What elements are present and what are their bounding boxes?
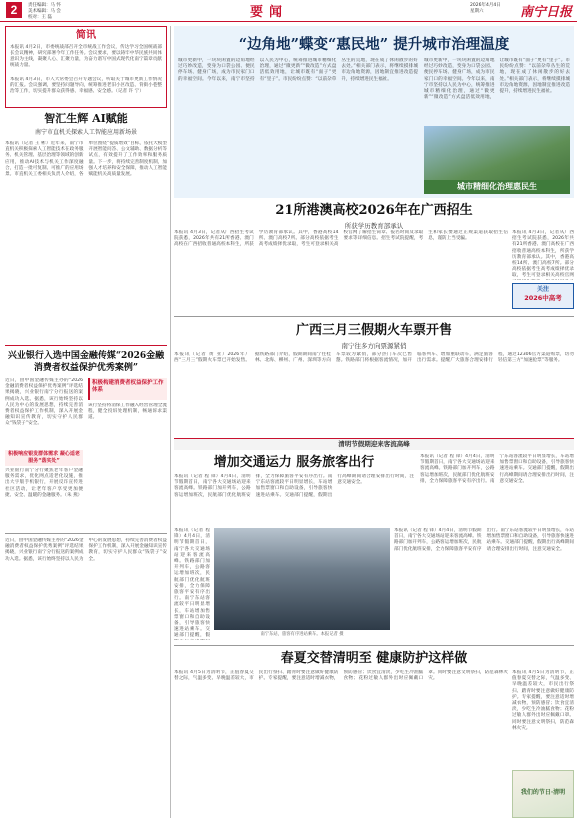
exam-badge [512,283,574,309]
city-park-photo [424,126,570,194]
qingming-body: 本报讯（记者 程 锋）4月4日，清明节假期首日，南宁各大交通场站迎来客流高峰。铁路部门加开列车，公路客运增加班次，民航部门优化航班安排，全力保障旅客平安有序出行。南宁东站客流较平日明显增长，车站增加售票窗口和自助设备，引导旅客快速进站乘车。交通部门提醒，假期出行高峰期间请合理安排出行时间，注意交通安全。 [174,474,414,498]
qingming-left-text: 本报讯（记者 程 锋）4月4日，清明节假期首日，南宁各大交通场站迎来客流高峰。铁路部门加开列车，公路客运增加班次，民航部门优化航班安排，全力保障旅客平安有序出行。南宁东站客流较平日明显增长，车站增加售票窗口和自助设备，引导旅客快速进站乘车。交通部门提醒，假 [174,528,210,639]
hk-side [512,230,574,312]
spring-side-text: 本报讯 4月5日为清明节，正值春夏交替之际，气温多变、早晚温差较大，市民出行祭扫、踏青时要注意做好健康防护。专家提醒，要注意适时增减衣物，预防感冒；饮食宜清淡，少吃生冷油腻食物；花粉过敏人群外出时应佩戴口罩。同时要注意文明祭扫，防范森林火灾。 [512,670,574,731]
page-header [0,0,577,22]
page-number: 2 [6,2,22,18]
exam-badge-bottom: 2026中高考 [524,294,562,303]
headline-title: “边角地”蝶变“惠民地” 提升城市治理温度 [238,36,510,53]
finance-sub-body: 兴业银行南宁分行聚焦老年客户金融服务需求，优化网点适老化设施，推出大字版手机银行，开展反诈宣传进社区活动，让老年客户享受更加便捷、安全、温暖的金融服务。（朱 燕） [5,468,83,498]
finance-box-body: 该行坚持将消保工作融入经营管理全流程，健全投诉处理机制，畅通诉求渠道。 [88,403,167,421]
newspaper-logo: 南宁日报 [520,5,573,20]
brief-paragraph-1: 本报讯 4月2日，市委统战部召开全市统战工作会议，传达学习全国统战部长会议精神，研究部署今年工作任务。会议要求，要以铸牢中华民族共同体意识为主线，凝聚人心、汇聚力量，为奋力谱写中国式现代化南宁篇章贡献统战力量。 [10,44,162,69]
issue-date: 2026年4月4日 星期六 [470,3,501,14]
section-title: 要闻 [250,5,289,20]
headline-body: 城市更新中，一块块闲置的边角地经过巧妙改造，变身为口袋公园、便民停车场、健身广场，成为市民家门口的幸福空间。今年以来，南宁市坚持以人民为中心，统筹推进城市精细化治理，通过“微更新”“微改造”方式盘活低效用地，让城市既有“面子”更有“里子”。市民纷纷点赞：“以前杂草丛生的荒地，现在成了休闲散步的好去处。”相关部门表示，将继续摸排城市边角地资源，因地制宜推进改造提升，持续增进民生福祉。 [178,58,418,82]
ai-subtitle: 南宁市直机关探索人工智能应用新场景 [34,128,137,136]
left-bottom-text: 近日，由中国金融传媒主办的“2026金融消费者权益保护优秀案例”评选结果揭晓，兴业银行南宁分行报送的案例成功入选。据悉，该行始终坚持以人民为中心的发展思想，持续完善消费者权益保护工作机制，深入开展金融知识宣传教育，切实守护人民群众“钱袋子”安全。 [5,538,167,562]
spring-title: 春夏交替清明至 健康防护这样做 [280,651,468,666]
exam-badge-top: 关注 [536,286,549,293]
festival-logo-text: 我们的节日·清明 [520,789,566,796]
hk-title: 21所港澳高校2026年在广西招生 [275,203,473,218]
finance-sub-title: 积极响应银发群体需求 凝心适老服务“落实处” [8,451,80,464]
hk-side-text: 本报讯 4月3日，记者从广西招生考试院获悉，2026年共有21所香港、澳门高校在广西招收普通高校本科生，所获学历教育部承认。其中，香港高校14所、澳门高校7所。部分高校依据考生高考成绩择优录取，考生可登录相关高校官网 [512,230,574,279]
qingming-title: 增加交通运力 服务旅客出行 [213,455,375,470]
finance-box [88,378,167,400]
ai-body: 本报讯（记者 王 彬）近年来，南宁市直机关积极探索人工智能技术在政务服务、机关管理、基层治理等领域的创新应用，推动AI技术与机关工作深度融合，打造一批可复制、可推广的应用场景。市直机关工委相关负责人介绍，各单位围绕“提质增效”目标，依托大模型开展智能问答、公文辅助、数据分析等试点，有效提升了工作效率和服务质量。下一步，将持续完善制度机制，加强人才培养和安全保障，推动人工智能赋能机关高质量发展。 [5,140,167,177]
train-body: 本报讯（记者 黄 亚）2026年广西“三月三”假期火车票已开始发售。据铁路部门介绍，假期期间南宁往桂林、北海、柳州、广州、深圳等方向车票较为紧俏，部分热门车次已售罄。铁路部门将根据客流情况，加开临客列车、增加重联动车，满足旅客出行需求。提醒广大旅客合理安排行程，通过12306官方渠道购票，切勿轻信第三方“加速抢票”等服务。 [174,352,574,364]
finance-title: 兴业银行入选中国金融传媒“2026金融消费者权益保护优秀案例” [7,351,165,373]
ai-title: 智汇生辉 AI赋能 [44,112,128,125]
divider [174,645,574,646]
brief-box [5,26,167,108]
ai-article [5,112,167,354]
hk-subtitle: 所获学历教育部承认 [344,221,404,230]
festival-logo [512,770,574,818]
headline-body-right: 城市更新中，一块块闲置的边角地经过巧妙改造，变身为口袋公园、便民停车场、健身广场，成为市民家门口的幸福空间。今年以来，南宁市坚持以人民为中心，统筹推进城市精细化治理，通过“微更新”“微改造”方式盘活低效用地，让城市既有“面子”更有“里子”。市民纷纷点赞：“以前杂草丛生的荒地，现在成了休闲散步的好去处。”相关部门表示，将继续摸排城市边角地资源，因地制宜推进改造提升，持续增进民生福祉。 [424,58,570,101]
finance-sub-box [5,450,83,466]
station-crowd-photo [214,528,390,630]
editor-credits: 责任编辑：马 怀 美术编辑：马 会 校对：王 磊 [28,3,61,20]
train-title: 广西三月三假期火车票开售 [295,323,452,338]
station-photo-caption: 南宁东站，旅客有序进站乘车。本报记者 摄 [260,632,344,637]
qingming-right-text: 本报讯（记者 程 锋）4月4日，清明节假期首日，南宁各大交通场站迎来客流高峰。铁路部门加开列车，公路客运增加班次，民航部门优化航班安排，全力保障旅客平安有序出行。南宁东站客流较平日明显增长，车站增加售票窗口和自助设备，引导旅客快速进站乘车。交通部门提醒，假期出行高峰期间请合理安排出行时间，注意交通安全。 [394,528,574,552]
brief-paragraph-2: 本报讯 4月3日，市人大常委会召开专题会议，听取关于城市更新工作情况的汇报。会议强调，要坚持问题导向，统筹推进老旧小区改造、背街小巷整治等工作，切实提升群众获得感、幸福感、安全感。（记者 许 宁） [10,76,162,94]
divider [5,345,167,346]
brief-title: 简讯 [76,30,96,41]
finance-body: 近日，由中国金融传媒主办的“2026金融消费者权益保护优秀案例”评选结果揭晓，兴业银行南宁分行报送的案例成功入选。据悉，该行始终坚持以人民为中心的发展思想，持续完善消费者权益保护工作机制，深入开展金融知识宣传教育，切实守护人民群众“钱袋子”安全。 [5,378,83,427]
finance-box-title: 积极构建消费者权益保护工作体系 [92,380,164,393]
spring-body: 本报讯 4月5日为清明节，正值春夏交替之际，气温多变、早晚温差较大，市民出行祭扫、踏青时要注意做好健康防护。专家提醒，要注意适时增减衣物，预防感冒；饮食宜清淡，少吃生冷油腻食物；花粉过敏人群外出时应佩戴口罩。同时要注意文明祭扫，防范森林火灾。 [174,670,508,682]
train-article [174,322,574,350]
column-divider [170,26,171,818]
finance-article [5,350,167,374]
hk-article [174,202,574,230]
train-subtitle: 南宁往多方向票源紧俏 [341,341,407,350]
headline-block [174,26,574,198]
photo-banner-label: 城市精细化治理惠民生 [424,180,570,194]
qingming-banner [174,438,574,450]
divider [5,533,167,534]
hk-body: 本报讯 4月3日，记者从广西招生考试院获悉，2026年共有21所香港、澳门高校在广西招收普通高校本科生，所获学历教育部承认。其中，香港高校14所、澳门高校7所。部分高校依据考生高考成绩择优录取，考生可登录相关高校官网了解招生简章、报名时间及录取要求等详细信息。招生考试院提醒，考生和家长要通过正规渠道获取招生信息，谨防上当受骗。 [174,230,508,248]
qingming-banner-text: 清明节假期迎来客流高峰 [338,440,410,448]
qingming-body-right: 本报讯（记者 程 锋）4月4日，清明节假期首日，南宁各大交通场站迎来客流高峰。铁路部门加开列车，公路客运增加班次，民航部门优化航班安排，全力保障旅客平安有序出行。南宁东站客流较平日明显增长，车站增加售票窗口和自助设备，引导旅客快速进站乘车。交通部门提醒，假期出行高峰期间请合理安排出行时间，注意交通安全。 [420,454,574,484]
divider [174,316,574,317]
